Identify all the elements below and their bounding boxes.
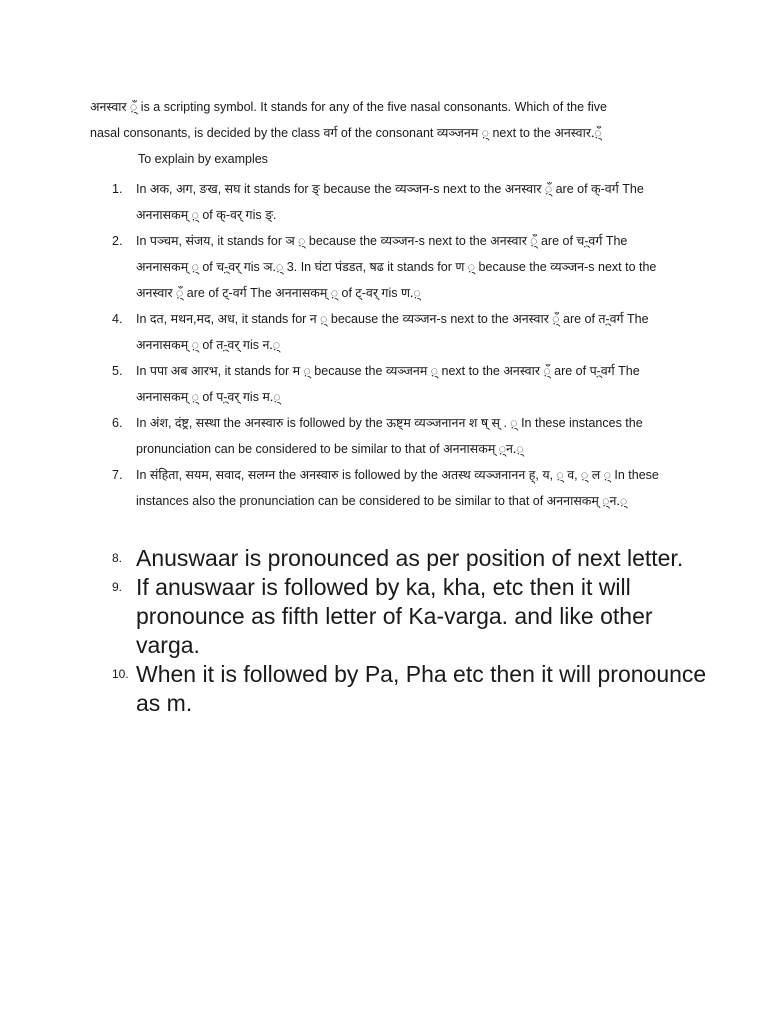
list-item	[112, 462, 672, 514]
list-item-number: 6.	[112, 416, 123, 430]
list-item	[112, 573, 712, 660]
list-item-number: 10.	[112, 667, 129, 681]
list-item-number: 8.	[112, 551, 123, 565]
list-item-number: 2.	[112, 234, 123, 248]
list-item-number: 1.	[112, 182, 123, 196]
list-item	[112, 410, 672, 462]
list-item-number: 4.	[112, 312, 123, 326]
intro-line-2: nasal consonants, is decided by the class वर्ग of the consonant व्यञ्जनम ़् next to the अनस्वार.़्ँ	[90, 126, 602, 140]
list-item-text: If anuswaar is followed by ka, kha, etc then it will pronounce as fifth letter of Ka-varga. and like other varga.	[136, 574, 653, 658]
intro-line-3: To explain by examples	[138, 152, 268, 166]
list-item-text: In दत, मथन,मद, अध, it stands for न ़् because the व्यञ्जन-s next to the अनस्वार ़्ँ are of त-़्वर्ग The अननासकम् ़् of त-़्वर् गis न.़्	[136, 312, 649, 352]
list-item-number: 7.	[112, 468, 123, 482]
list-item-text: In संहिता, सयम, सवाद, सलग्न the अनस्वारु is followed by the अतस्थ व्यञ्जनानन ह्, य, ़् व, ़् ल ़् In these instances also the pronunciation can be considered to be similar to that of अननासकम् ़्न.़्	[136, 468, 659, 508]
list-item-text: In अक, अग, ङख, सघ it stands for ङ् because the व्यञ्जन-s next to the अनस्वार ़्ँ are of क्-वर्ग The अननासकम् ़् of क्-वर् गis ङ्.	[136, 182, 644, 222]
list-item-text: Anuswaar is pronounced as per position of next letter.	[136, 545, 684, 571]
list-item-text: When it is followed by Pa, Pha etc then it will pronounce as m.	[136, 661, 707, 716]
list-item-text: In पपा अब आरभ, it stands for म ़् because the व्यञ्जनम ़् next to the अनस्वार ़्ँ are of प-़्वर्ग The अननासकम् ़् of प-़्वर् गis म.़्	[136, 364, 640, 404]
numbered-list-large	[112, 544, 712, 718]
list-item-number: 5.	[112, 364, 123, 378]
list-item	[112, 306, 672, 358]
list-item	[112, 544, 712, 573]
list-item	[112, 660, 712, 718]
list-item-number: 9.	[112, 580, 123, 594]
numbered-list-small	[112, 176, 672, 514]
list-item	[112, 176, 672, 228]
list-item	[112, 358, 672, 410]
list-item-text: In पञ्चम, संजय, it stands for ञ ़् because the व्यञ्जन-s next to the अनस्वार ़्ँ are of च-़्वर्ग The अननासकम् ़् of च-़्वर् गis ञ.़् 3. In घंटा पंडडत, षढ it stands for ण ़् because the व्यञ्जन-s next to the अनस्वार ़्ँ are of ट्-वर्ग The अननासकम् ़् of ट्-वर् गis ण.़्	[136, 234, 657, 300]
list-item	[112, 228, 672, 306]
list-item-text: In अंश, दंष्ट्र, सस्था the अनस्वारु is followed by the ऊष्ट्म व्यञ्जनानन श ष् स् . ़् In these instances the pronunciation can be considered to be similar to that of अननासकम् ़्न.़्	[136, 416, 643, 456]
intro-paragraph	[90, 94, 690, 172]
intro-line-1: अनस्वार ़्ँ is a scripting symbol. It stands for any of the five nasal consonants. Which of the five	[90, 100, 607, 114]
